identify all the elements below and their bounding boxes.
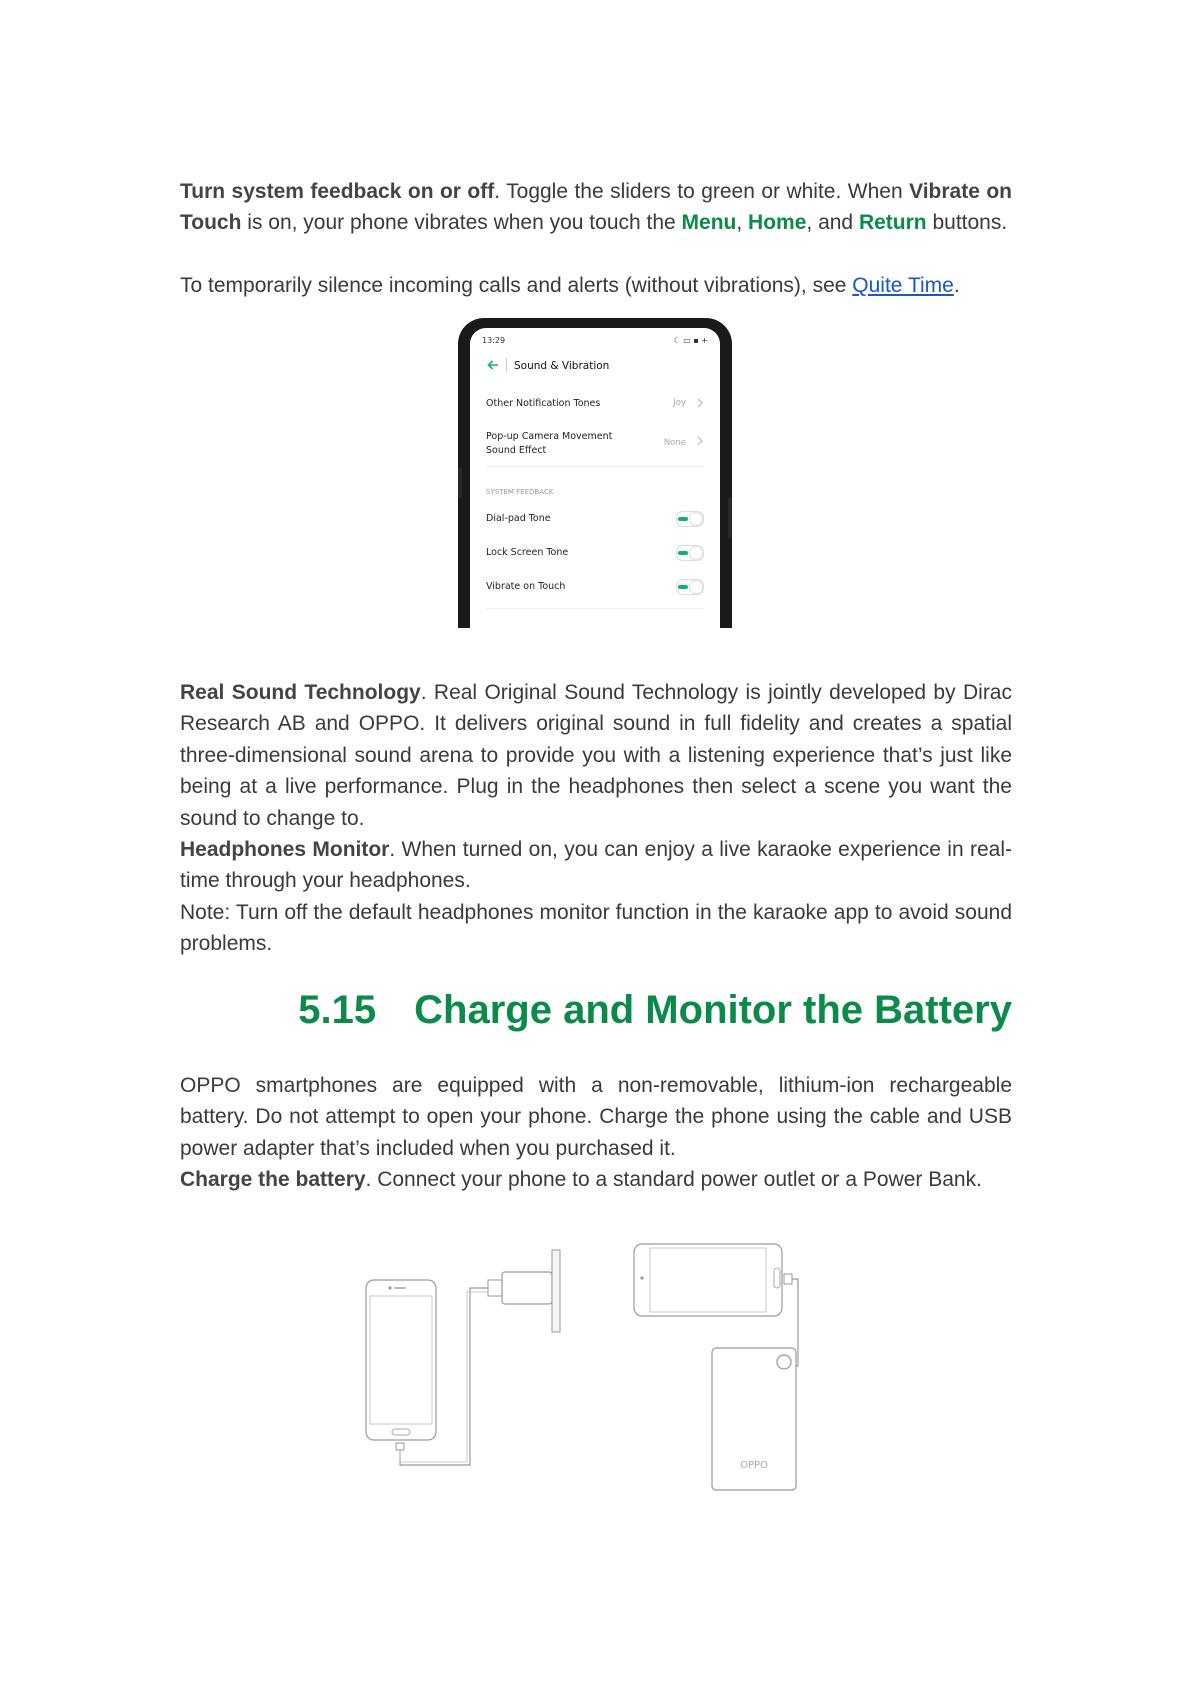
chevron-right-icon (696, 436, 704, 446)
section-heading: 5.15 Charge and Monitor the Battery (298, 988, 1012, 1032)
phone-side-button (458, 468, 462, 498)
usb-plug (784, 1274, 792, 1284)
section-system-feedback: SYSTEM FEEDBACK (486, 488, 554, 496)
toggle-row-dialpad: Dial-pad Tone (486, 513, 551, 524)
toggle-row-vibrate: Vibrate on Touch (486, 581, 566, 592)
phone-wall-charging-illustration (350, 1240, 590, 1475)
usb-plug (396, 1443, 404, 1450)
screen-title: Sound & Vibration (514, 360, 610, 372)
quite-time-link[interactable]: Quite Time (852, 274, 954, 297)
row-popup-camera-sound[interactable]: Pop-up Camera Movement Sound Effect None (486, 430, 704, 458)
wall-outlet (552, 1250, 560, 1332)
back-arrow-icon[interactable] (486, 358, 500, 372)
phone-camera (640, 1276, 643, 1279)
phone-speaker (394, 1287, 406, 1289)
phone-screen (470, 328, 720, 628)
real-sound-paragraph: Real Sound Technology. Real Original Sound Technology is jointly developed by Dirac Research AB and OPPO. It delivers original sound in full fidelity and creates a spatial three-dimensional sound arena to provide you with a listening experience that’s just like being at a live performance. Plug in the headphones then select a scene you want the sound to change to. (180, 681, 1012, 830)
charge-battery-paragraph: Charge the battery. Connect your phone to a standard power outlet or a Power Bank. (180, 1168, 982, 1191)
power-bank-logo: OPPO (740, 1460, 768, 1471)
phone-powerbank-charging-illustration (628, 1238, 808, 1498)
phone-screenshot (458, 318, 732, 628)
title-separator (506, 358, 507, 372)
dialpad-tone-toggle[interactable] (676, 511, 704, 527)
lock-screen-tone-toggle[interactable] (676, 545, 704, 561)
chevron-right-icon (696, 398, 704, 408)
note-paragraph: Note: Turn off the default headphones monitor function in the karaoke app to avoid sound problems. (180, 901, 1012, 956)
divider (486, 466, 704, 467)
divider (486, 608, 704, 609)
phone-side-button (728, 498, 732, 538)
phone-screen-outline (650, 1248, 766, 1312)
row-other-notification-tones[interactable]: Other Notification Tones Joy (486, 398, 704, 409)
vibrate-on-touch-toggle[interactable] (676, 579, 704, 595)
status-time: 13:29 (482, 336, 506, 345)
phone-screen-outline (370, 1296, 432, 1424)
feedback-paragraph: Turn system feedback on or off. Toggle the sliders to green or white. When Vibrate on Touch is on, your phone vibrates when you touch the Menu, Home, and Return buttons. (180, 180, 1012, 235)
quiet-time-paragraph: To temporarily silence incoming calls and alerts (without vibrations), see Quite Time. (180, 274, 960, 297)
toggle-row-lock-screen: Lock Screen Tone (486, 547, 569, 558)
phone-camera (388, 1286, 391, 1289)
battery-intro-paragraph: OPPO smartphones are equipped with a non-removable, lithium-ion rechargeable battery. Do not attempt to open your phone. Charge the phone using the cable and USB power adapter that’s included when you purchased it. (180, 1074, 1012, 1160)
status-icons: ☾ ▭ ▪ + (673, 336, 708, 345)
headphones-monitor-paragraph: Headphones Monitor. When turned on, you can enjoy a live karaoke experience in real-time through your headphones. (180, 838, 1012, 893)
power-adapter (502, 1272, 552, 1304)
usb-connector (488, 1280, 502, 1296)
